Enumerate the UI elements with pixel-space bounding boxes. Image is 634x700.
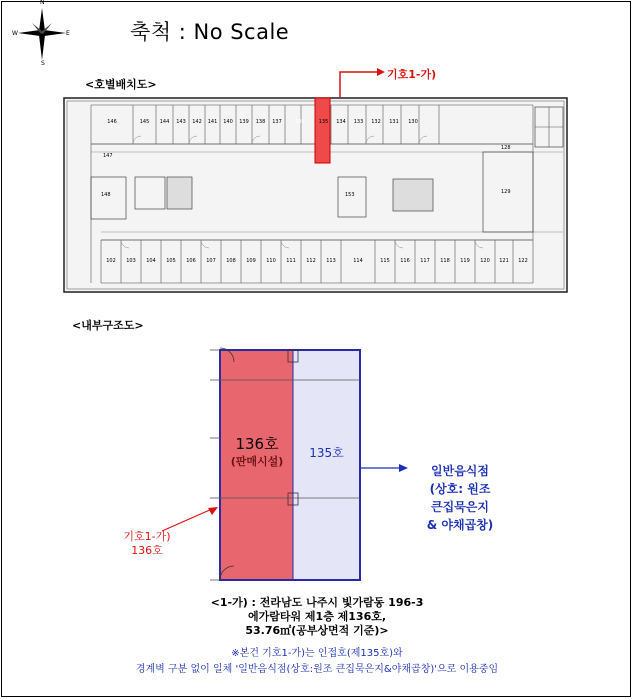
scale-text: 축척 : No Scale xyxy=(130,20,290,44)
compass-e-label: E xyxy=(66,30,70,37)
unit-136-label: 136호 xyxy=(235,435,279,453)
interior-title: <내부구조도> xyxy=(72,319,144,332)
room-label: 110 xyxy=(266,258,276,264)
room-label: 141 xyxy=(207,119,218,125)
compass-s-label: S xyxy=(41,60,45,67)
right-callout-line2: (상호: 원조 xyxy=(429,482,491,496)
note-line2: 경계벽 구분 없이 일체 '일반음식점(상호:원조 큰집묵은지&야채곱창)'으로 이용중임 xyxy=(135,664,499,675)
room-label: 148 xyxy=(101,192,111,198)
info-block xyxy=(0,596,634,638)
room-label: 115 xyxy=(380,258,390,264)
room-label: 113 xyxy=(326,258,336,264)
compass-n-label: N xyxy=(40,0,45,6)
room-label: 147 xyxy=(103,153,113,159)
room-label: 140 xyxy=(223,119,233,125)
room-label: 142 xyxy=(192,119,202,125)
room-label: 143 xyxy=(176,119,186,125)
room-label: 116 xyxy=(400,258,410,264)
room-label: 114 xyxy=(353,258,363,264)
room-label: 136 xyxy=(295,119,305,125)
room-label: 129 xyxy=(501,189,511,195)
room-label: 135 xyxy=(318,119,329,125)
unit-135-label: 135호 xyxy=(309,446,344,460)
room-label: 111 xyxy=(286,258,296,264)
room-label: 131 xyxy=(389,119,399,125)
room-label: 128 xyxy=(501,145,511,151)
left-callout-line1: 기호1-가) xyxy=(123,530,171,543)
room-label: 146 xyxy=(107,119,117,125)
room-label: 108 xyxy=(226,258,236,264)
unit-135-area xyxy=(293,350,360,580)
room-label: 133 xyxy=(353,119,364,125)
room-label: 119 xyxy=(460,258,470,264)
room-label: 117 xyxy=(420,258,430,264)
note-line1: ※본건 기호1-가)는 인접호(제135호)와 xyxy=(231,648,403,659)
right-callout-line4: & 야채곱창) xyxy=(426,518,494,532)
left-callout-line2: 136호 xyxy=(131,544,163,557)
room-label: 121 xyxy=(499,258,509,264)
room-label: 106 xyxy=(186,258,196,264)
room-label: 107 xyxy=(206,258,216,264)
room-label: 109 xyxy=(246,258,256,264)
right-callout xyxy=(410,462,510,534)
room-label: 132 xyxy=(371,119,381,125)
marker-label: 기호1-가) xyxy=(387,68,437,81)
bottom-room-row xyxy=(101,258,533,264)
room-label: 138 xyxy=(255,119,266,125)
room-label: 103 xyxy=(126,258,136,264)
layout-map-title: <호별배치도> xyxy=(85,78,157,91)
room-label: 144 xyxy=(159,119,170,125)
compass-icon xyxy=(14,0,70,64)
info-line1: <1-가) : 전라남도 나주시 빛가람동 196-3 xyxy=(210,596,424,609)
room-label: 139 xyxy=(239,119,249,125)
room-label: 102 xyxy=(106,258,116,264)
info-line3: 53.76㎡(공부상면적 기준)> xyxy=(245,624,389,637)
compass-w-label: W xyxy=(12,30,18,37)
room-label: 130 xyxy=(408,119,418,125)
room-label: 122 xyxy=(518,258,528,264)
room-label: 134 xyxy=(336,119,346,125)
room-label: 118 xyxy=(440,258,450,264)
room-label: 105 xyxy=(166,258,176,264)
unit-136-use: (판매시설) xyxy=(230,455,284,468)
left-callout xyxy=(117,530,177,558)
room-label: 145 xyxy=(139,119,150,125)
right-callout-line1: 일반음식점 xyxy=(431,464,489,478)
note-block xyxy=(0,646,634,678)
info-line2: 에가람타워 제1층 제136호, xyxy=(247,610,387,623)
right-callout-line3: 큰집묵은지 xyxy=(431,500,489,514)
floor-plan xyxy=(63,97,568,293)
room-label: 137 xyxy=(272,119,282,125)
room-label: 104 xyxy=(146,258,156,264)
top-room-row xyxy=(91,119,439,125)
room-label: 112 xyxy=(306,258,316,264)
room-label: 153 xyxy=(345,192,355,198)
room-label: 120 xyxy=(480,258,490,264)
